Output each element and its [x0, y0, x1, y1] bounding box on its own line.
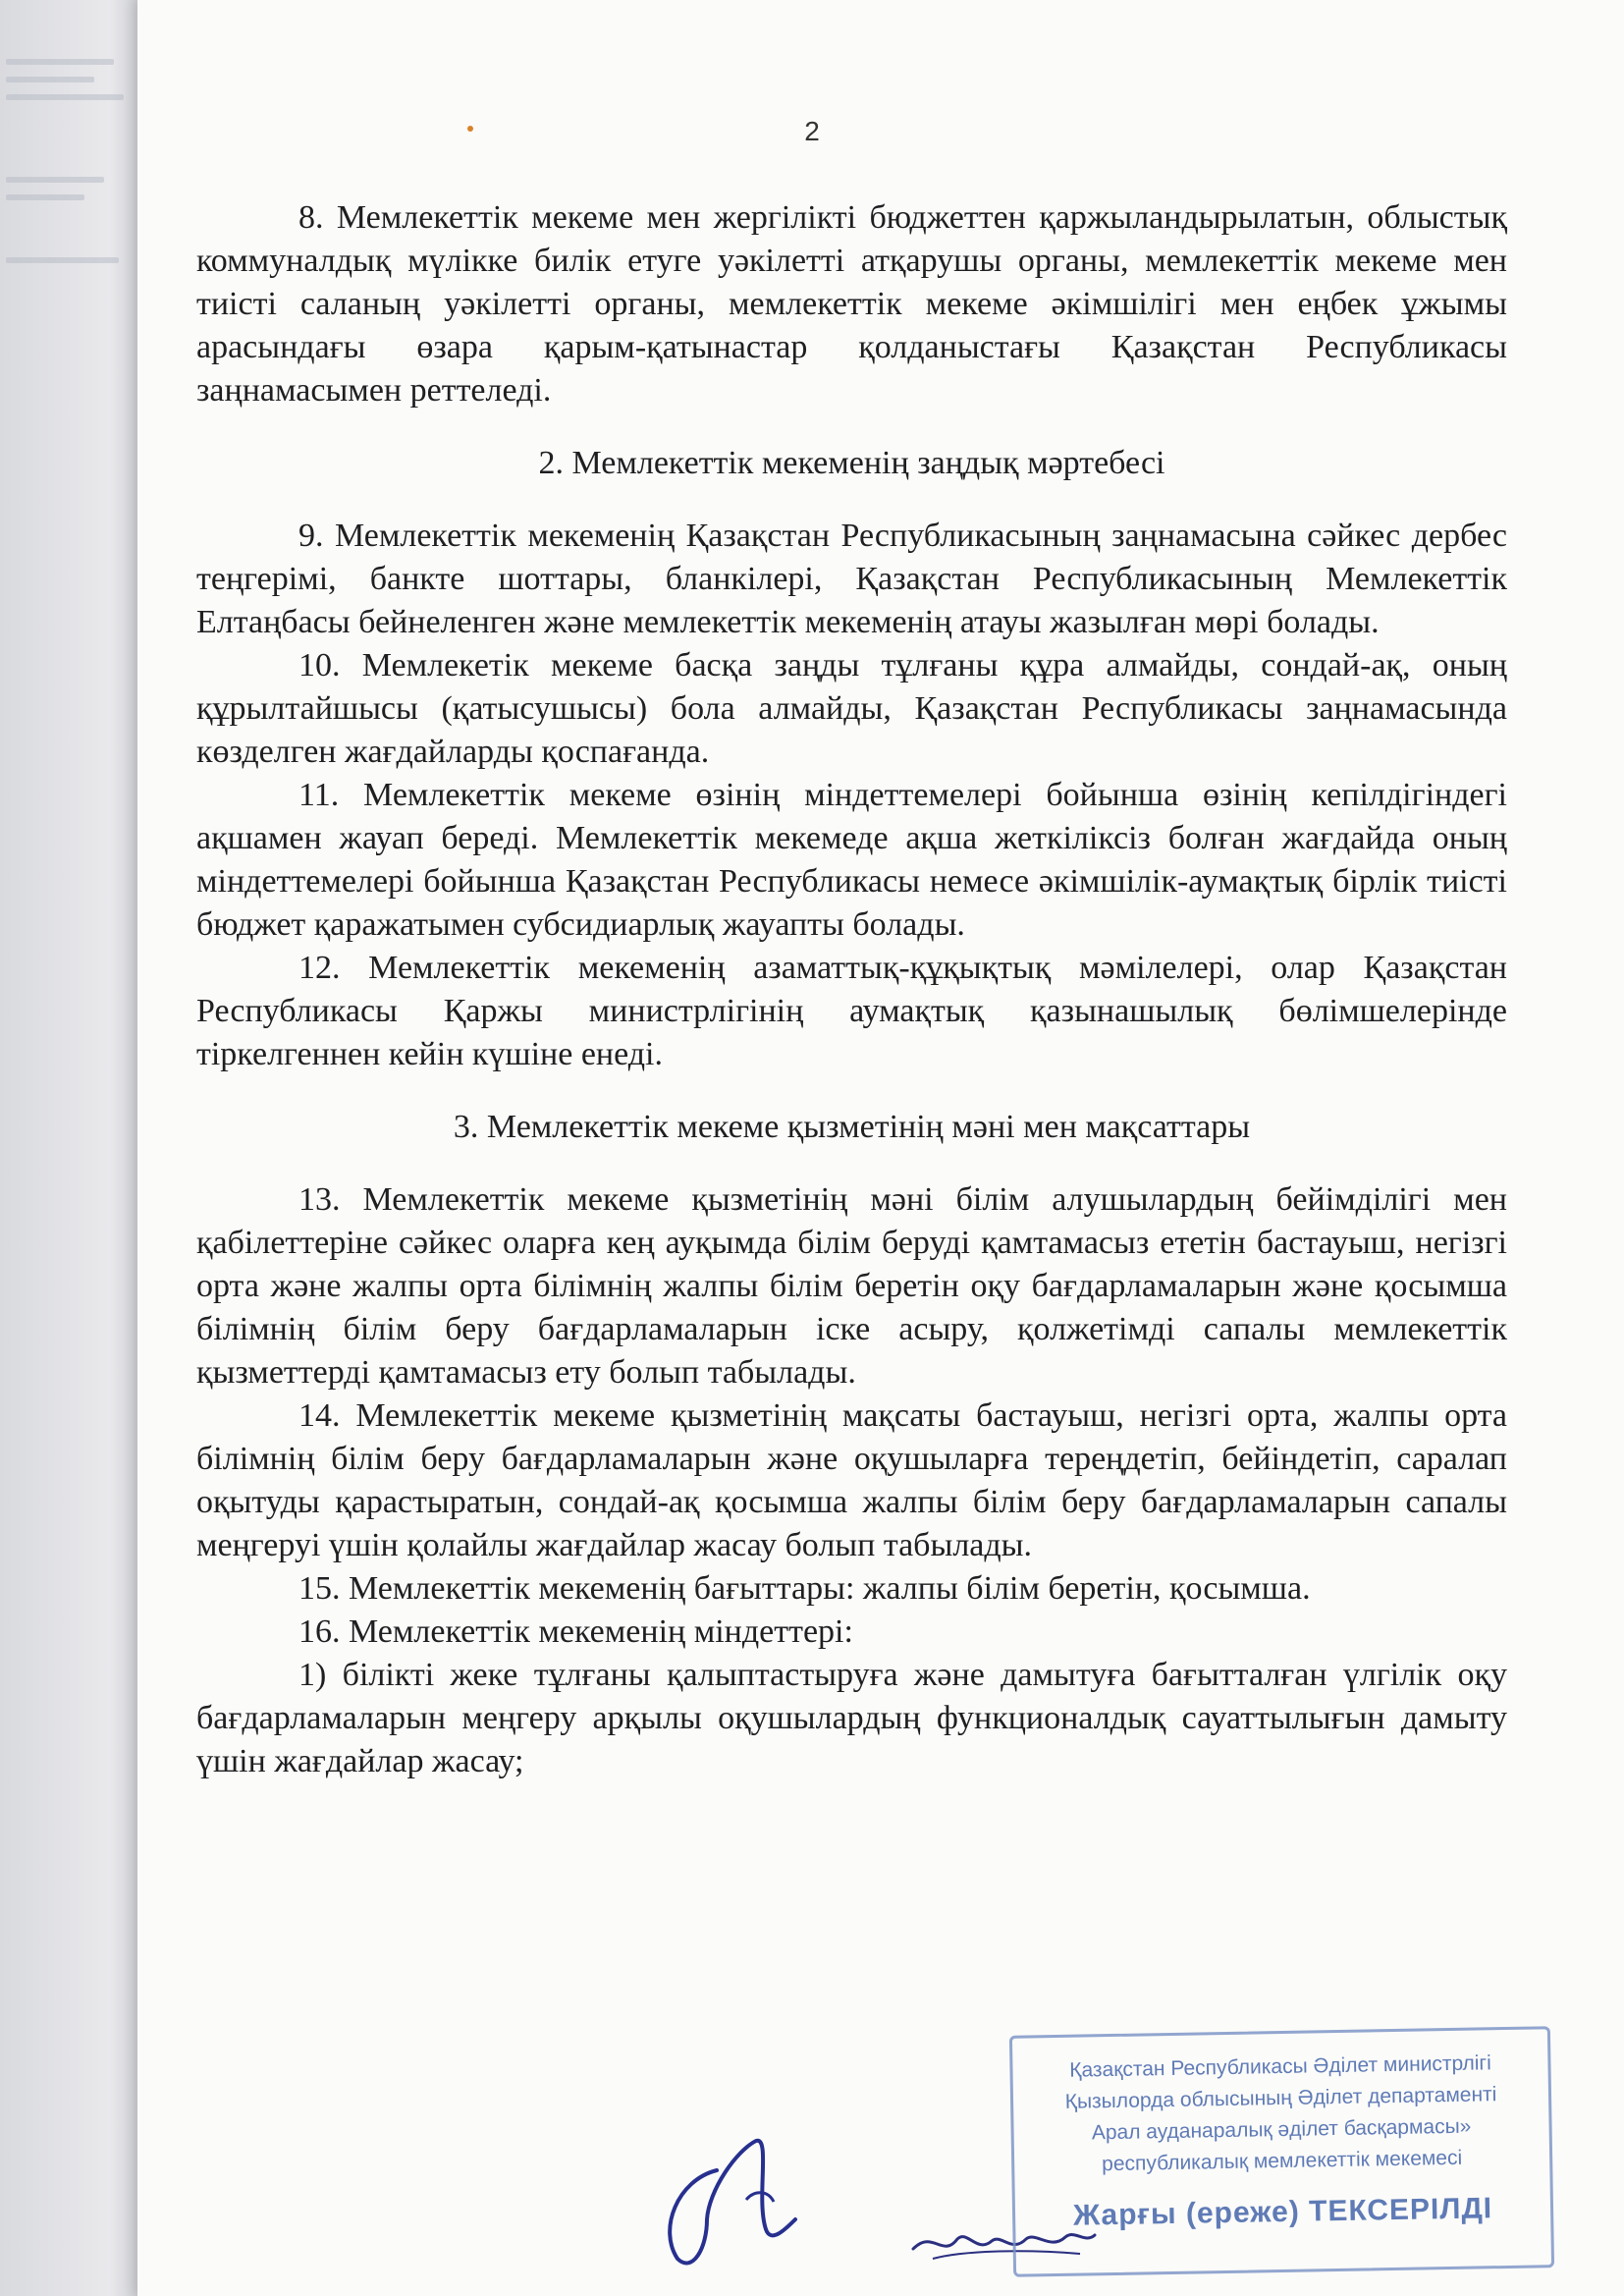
adjacent-page-edge [0, 0, 137, 2296]
paragraph: 1) білікті жеке тұлғаны қалыптастыруға және дамытуға бағытталған үлгілік оқу бағдарламаларын меңгеру арқылы оқушылардың функционалдық сауаттылығын дамыту үшін жағдайлар жасау; [196, 1657, 1507, 1779]
paragraph: 9. Мемлекеттік мекеменің Қазақстан Республикасының заңнамасына сәйкес дербес теңгерімі, банкте шоттары, бланкілері, Қазақстан Республикасының Мемлекеттік Елтаңбасы бейнеленген және мемлекеттік мекеменің атауы жазылған мөрі болады. [196, 518, 1507, 640]
paragraph: 10. Мемлекетік мекеме басқа заңды тұлғаны құра алмайды, сондай-ақ, оның құрылтайшысы (қатысушысы) бола алмайды, Қазақстан Республикасы заңнамасында көзделген жағдайларды қоспағанда. [196, 647, 1507, 770]
stamp-line-1: Қазақстан Республикасы Әділет министрлігі [1069, 2051, 1491, 2082]
section-heading: 2. Мемлекеттік мекеменің заңдық мәртебесі [538, 445, 1165, 481]
verification-stamp [1009, 2026, 1554, 2277]
stamp-line-4: республикалық мемлекеттік мекемесі [1101, 2146, 1463, 2176]
page-number: 2 [804, 116, 820, 146]
stamp-line-2: Қызылорда облысының Әділет департаменті [1064, 2083, 1497, 2113]
paragraph: 11. Мемлекеттік мекеме өзінің міндеттемелері бойынша өзінің кепілдігіндегі ақшамен жауап береді. Мемлекеттік мекемеде ақша жеткіліксіз болған жағдайда оның міндеттемелері бойынша Қазақстан Республикасы немесе әкімшілік-аумақтық бірлік тиісті бюджет қаражатымен субсидиарлық жауапты болады. [196, 777, 1507, 943]
paragraph: 12. Мемлекеттік мекеменің азаматтық-құқықтық мәмілелері, олар Қазақстан Республикасы Қаржы министрлігінің аумақтық қазынашылық бөлімшелерінде тіркелгеннен кейін күшіне енеді. [196, 950, 1507, 1072]
document-body [196, 196, 1507, 1783]
paragraph: 16. Мемлекеттік мекеменің міндеттері: [298, 1613, 853, 1650]
handwritten-signature-1 [648, 2111, 805, 2278]
paragraph: 8. Мемлекеттік мекеме мен жергілікті бюджеттен қаржыландырылатын, облыстық коммуналдық мүлікке билік етуге уәкілетті атқарушы органы, мемлекеттік мекеме мен тиісті саланың уәкілетті органы, мемлекеттік мекеме әкімшілігі мен еңбек ұжымы арасындағы өзара қарым-қатынастар қолданыстағы Қазақстан Республикасы заңнамасымен реттеледі. [196, 199, 1507, 409]
stamp-line-3: Арал ауданаралық әділет басқармасы» [1091, 2114, 1472, 2145]
section-heading: 3. Мемлекеттік мекеме қызметінің мәні мен мақсаттары [453, 1109, 1251, 1145]
paragraph: 14. Мемлекеттік мекеме қызметінің мақсаты бастауыш, негізгі орта, жалпы орта білімнің білім беру бағдарламаларын және оқушыларға тереңдетіп, бейіндетіп, саралап оқытуды қарастыратын, сондай-ақ қосымша жалпы білім беру бағдарламаларын сапалы меңгеруі үшін қолайлы жағдайлар жасау болып табылады. [196, 1397, 1507, 1563]
paragraph: 13. Мемлекеттік мекеме қызметінің мәні білім алушылардың бейімділігі мен қабілеттеріне сәйкес оларға кең ауқымда білім беруді қамтамасыз ететін бастауыш, негізгі орта және жалпы орта білімнің жалпы білім беретін оқу бағдарламаларын және қосымша білімнің білім беру бағдарламаларын іске асыру, қолжетімді сапалы мемлекеттік қызметтерді қамтамасыз ету болып табылады. [196, 1181, 1507, 1391]
stamp-title: Жарғы (ереже) ТЕКСЕРІЛДІ [1072, 2192, 1493, 2232]
paragraph: 15. Мемлекеттік мекеменің бағыттары: жалпы білім беретін, қосымша. [298, 1570, 1311, 1607]
